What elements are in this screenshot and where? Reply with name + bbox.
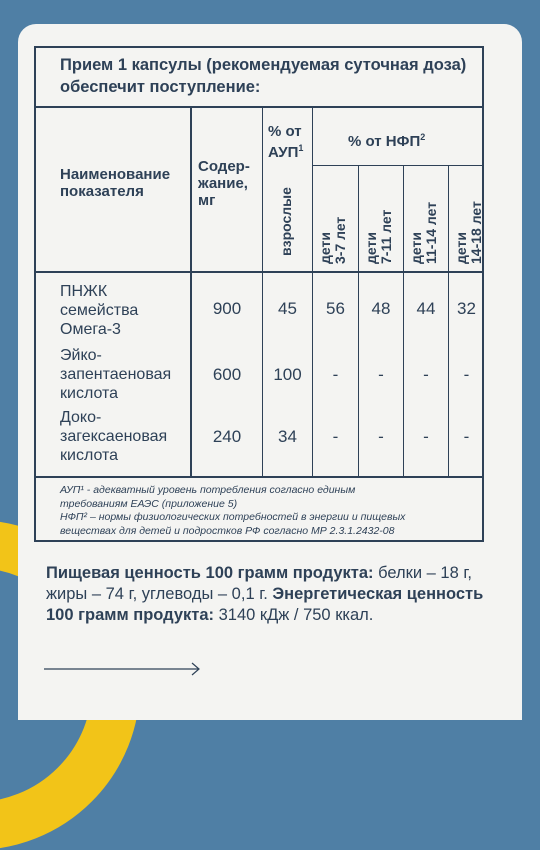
row-name-line: Эйко- — [60, 347, 102, 364]
cell-k3: 44 — [416, 299, 436, 318]
cell-k3: - — [423, 427, 429, 446]
table-top-rule — [34, 106, 484, 108]
row-name-line: Омега-3 — [60, 321, 121, 338]
header-aup-line1: % от — [268, 123, 302, 140]
cell-adults: 45 — [278, 299, 297, 318]
row-name-line: Доко- — [60, 409, 102, 426]
arrow-right-icon[interactable] — [44, 662, 204, 676]
cell-k1: - — [332, 365, 339, 384]
row-name-line: кислота — [60, 447, 119, 464]
row-name-line: загексаеновая — [60, 428, 168, 445]
header-name-line2: показателя — [60, 183, 144, 200]
header-kids-11-14-line1: дети — [408, 232, 424, 264]
header-aup-line2 — [268, 140, 303, 161]
energy-label: Энергетическая ценность 100 грамм продукта: — [46, 585, 484, 624]
intro-text: Прием 1 капсулы (рекомендуемая суточная доза) обеспечит поступление: — [60, 56, 467, 96]
header-content-line1: Содер- — [198, 158, 250, 175]
header-content-line3: мг — [198, 192, 216, 209]
header-nfp-label: % от НФП — [348, 133, 421, 150]
cell-adults: 100 — [273, 365, 302, 384]
header-kids-3-7-line2: 3-7 лет — [332, 216, 348, 264]
header-adults: взрослые — [278, 187, 294, 256]
header-kids-7-11-line2: 7-11 лет — [378, 209, 394, 264]
table-bottom-rule — [34, 476, 484, 478]
cell-k4: - — [463, 365, 470, 384]
cell-adults: 34 — [278, 427, 297, 446]
cell-k2: 48 — [371, 299, 391, 318]
col-divider-adults — [312, 106, 313, 476]
header-aup-sup: 1 — [298, 143, 304, 153]
col-divider-content — [262, 106, 263, 476]
header-name-line1: Наименование — [60, 166, 171, 183]
row-name-dha — [60, 408, 167, 465]
table-header-rule — [34, 271, 484, 273]
nutrition-label: Пищевая ценность 100 грамм продукта: — [46, 564, 374, 582]
row-name-omega3 — [60, 282, 138, 339]
header-kids-11-14-line2: 11-14 лет — [423, 201, 439, 264]
footnote-line: веществах для детей и подростков РФ согласно МР 2.3.1.2432-08 — [60, 524, 395, 537]
header-aup — [268, 123, 303, 161]
row-name-line: кислота — [60, 385, 119, 402]
cell-k4: - — [463, 427, 470, 446]
nutrition-values: белки – 18 г, жиры – 74 г, углеводы – 0,1 г. — [46, 564, 472, 603]
header-kids-7-11-line1: дети — [363, 232, 379, 264]
cell-k2: - — [378, 365, 384, 384]
header-kids-11-14 — [409, 202, 439, 264]
cell-content: 900 — [212, 299, 242, 318]
col-divider-name — [190, 106, 192, 476]
cell-k1: 56 — [326, 299, 345, 318]
footnote-line: требованиям ЕАЭС (приложение 5) — [60, 497, 238, 510]
cell-k3: - — [423, 365, 429, 384]
row-name-line: семейства — [60, 302, 139, 319]
header-nfp-sup: 2 — [420, 132, 426, 142]
header-nfp — [348, 129, 425, 150]
header-kids-14-18-line2: 14-18 лет — [468, 201, 484, 264]
header-content-line2: жание, — [198, 175, 248, 192]
header-kids-14-18 — [454, 201, 484, 264]
header-content — [198, 158, 250, 209]
footnote-line: АУП¹ - адекватный уровень потребления согласно единым — [60, 484, 356, 496]
header-kids-14-18-line1: дети — [453, 232, 469, 264]
row-name-line: ПНЖК — [60, 283, 108, 300]
nfp-subheader-rule — [312, 165, 484, 166]
header-kids-3-7-line1: дети — [317, 232, 333, 264]
header-kids-7-11 — [364, 210, 394, 264]
cell-k2: - — [378, 427, 384, 446]
header-aup-label: АУП — [268, 144, 299, 161]
row-name-epa — [60, 346, 171, 403]
row-name-line: запентаеновая — [60, 366, 172, 383]
cell-k4: 32 — [457, 299, 476, 318]
footnote-line: НФП² – нормы физиологических потребностей в энергии и пищевых — [60, 511, 406, 523]
nutrition-text — [46, 563, 486, 626]
cell-content: 600 — [212, 365, 242, 384]
energy-values: 3140 кДж / 750 ккал. — [214, 606, 374, 624]
cell-k1: - — [332, 427, 339, 446]
header-name — [60, 166, 170, 200]
cell-content: 240 — [212, 427, 242, 446]
header-kids-3-7 — [318, 217, 348, 264]
footnotes — [60, 484, 405, 538]
